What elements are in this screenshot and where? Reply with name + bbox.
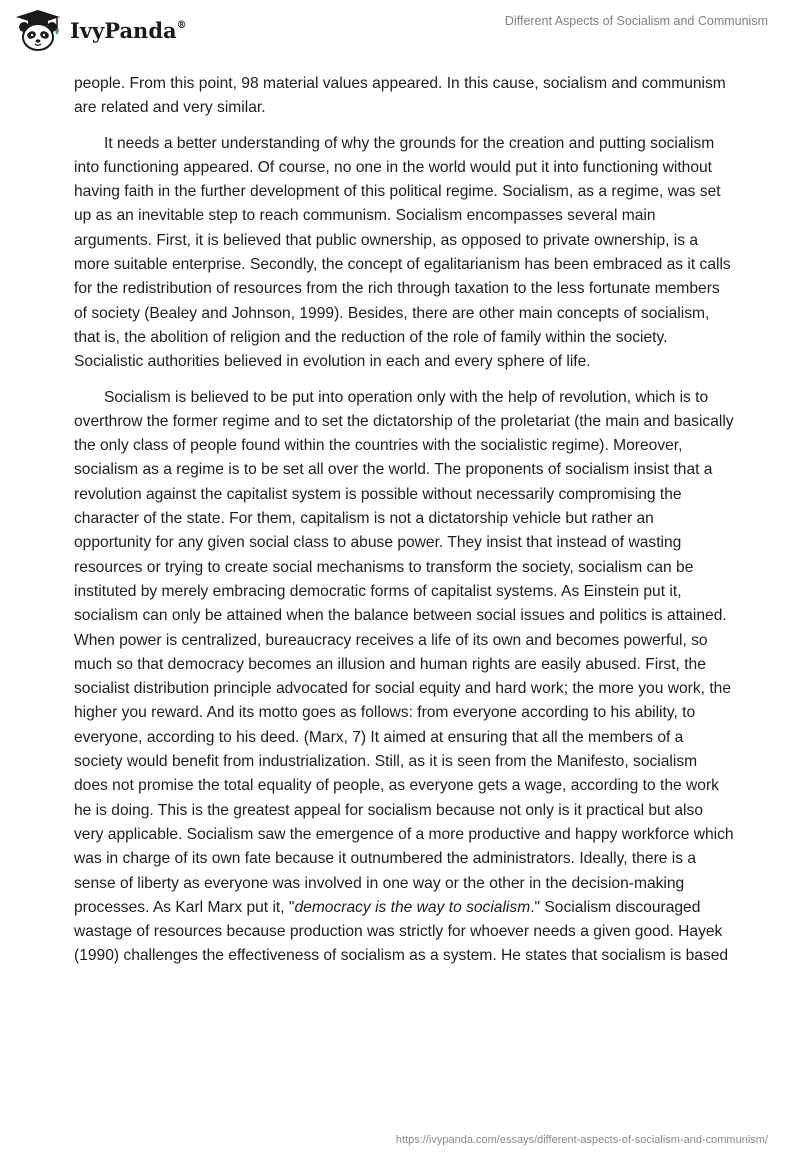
paragraph: It needs a better understanding of why the grounds for the creation and putting socialism into functioning appeared. Of course, no one in the world would put it into functioning without having faith in the further development of this political regime. Socialism, as a regime, was set up as an inevitable step to reach communism. Socialism encompasses several main arguments. First, it is believed that public ownership, as opposed to private ownership, is a more suitable enterprise. Secondly, the concept of egalitarianism has been embraced as it calls for the redistribution of resources from the rich through taxation to the less fortunate members of society (Bealey and Johnson, 1999). Besides, there are other main concepts of socialism, that is, the abolition of religion and the reduction of the role of family within the society. Socialistic authorities believed in evolution in each and every sphere of life. (74, 134, 731, 371)
brand-name: IvyPanda® (70, 17, 187, 43)
article-body (74, 72, 734, 980)
source-url[interactable]: https://ivypanda.com/essays/different-aspects-of-socialism-and-communism/ (395, 1134, 768, 1146)
brand-logo[interactable] (14, 8, 187, 52)
quote-emphasis: democracy is the way to socialism (294, 898, 531, 916)
paragraph: people. From this point, 98 material values appeared. In this cause, socialism and communism are related and very similar. (74, 75, 726, 117)
registered-mark: ® (176, 19, 187, 31)
paragraph-text: Socialism is believed to be put into operation only with the help of revolution, which is to overthrow the former regime and to set the dictatorship of the proletariat (the main and basically the only class of people found within the countries with the socialistic regime). Moreover, socialism as a regime is to be set all over the world. The proponents of socialism insist that a revolution against the capitalist system is possible without necessarily compromising the character of the state. For them, capitalism is not a dictatorship vehicle but rather an opportunity for any given social class to abuse power. They insist that instead of wasting resources or trying to create social mechanisms to transform the society, socialism can be instituted by merely embracing democratic forms of capitalist systems. As Einstein put it, socialism can only be attained when the balance between social issues and politics is attained. When power is centralized, bureaucracy receives a life of its own and becomes powerful, so much so that democracy becomes an illusion and human rights are easily abused. First, the socialist distribution principle advocated for social equity and hard work; the more you work, the higher you reward. And its motto goes as follows: from everyone according to his ability, to everyone, according to his deed. (Marx, 7) It aimed at ensuring that all the members of a society would benefit from industrialization. Still, as it is seen from the Manifesto, socialism does not promise the total equality of people, as everyone gets a wage, according to the work he is doing. This is the greatest appeal for socialism because not only is it practical but also very applicable. Socialism saw the emergence of a more productive and happy workforce which was in charge of its own fate because it outnumbered the administrators. Ideally, there is a sense of liberty as everyone was involved in one way or the other in the decision-making processes. As Karl Marx put it, " (74, 388, 734, 916)
page-header (0, 0, 800, 64)
paragraph (74, 386, 734, 969)
panda-graduate-icon (14, 8, 64, 52)
document-title: Different Aspects of Socialism and Communism (504, 14, 768, 28)
paragraph-text: ." Socialism discouraged wastage of resources because production was strictly for whoever needs a given good. Hayek (1990) challenges the effectiveness of socialism as a system. He states that socialism is based (74, 898, 729, 965)
